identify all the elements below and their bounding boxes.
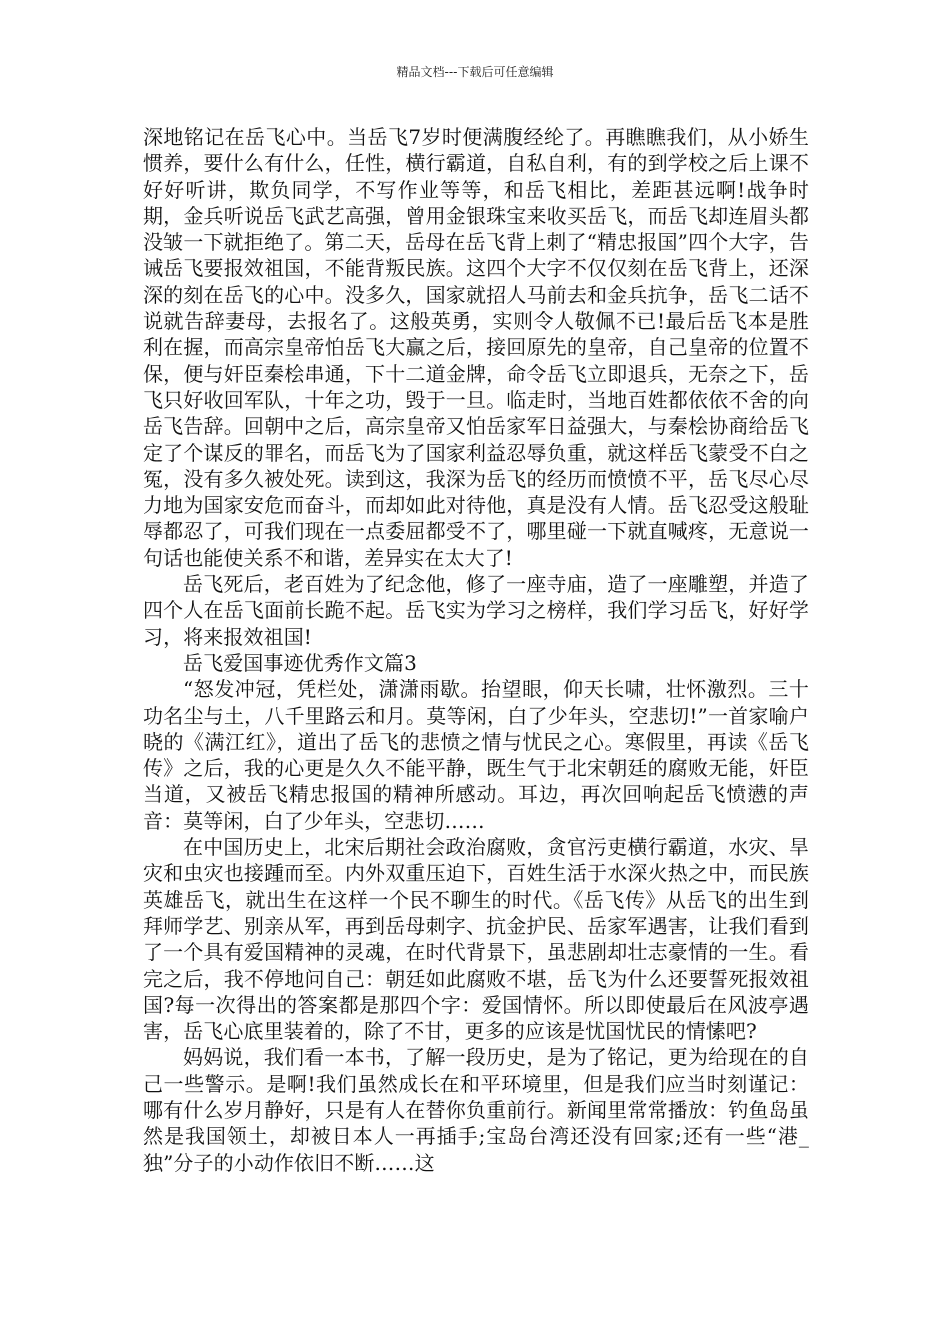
document-body	[143, 124, 809, 1176]
paragraph-3: “怒发冲冠，凭栏处，潇潇雨歇。抬望眼，仰天长啸，壮怀激烈。三十功名尘与土，八千里路云和月。莫等闲，白了少年头，空悲切!”一首家喻户晓的《满江红》，道出了岳飞的悲愤之情与忧民之心。寒假里，再读《岳飞传》之后，我的心更是久久不能平静，既生气于北宋朝廷的腐败无能，奸臣当道，又被岳飞精忠报国的精神所感动。耳边，再次回响起岳飞愤懑的声音：莫等闲，白了少年头，空悲切……	[143, 677, 809, 833]
page-header: 精品文档---下载后可任意编辑	[396, 65, 554, 79]
paragraph-5: 妈妈说，我们看一本书，了解一段历史，是为了铭记，更为给现在的自己一些警示。是啊!我们虽然成长在和平环境里，但是我们应当时刻谨记：哪有什么岁月静好，只是有人在替你负重前行。新闻里常常播放：钓鱼岛虽然是我国领土，却被日本人一再插手;宝岛台湾还没有回家;还有一些“港_独”分子的小动作依旧不断……这	[143, 1045, 809, 1175]
section-heading: 岳飞爱国事迹优秀作文篇3	[183, 650, 417, 675]
paragraph-4: 在中国历史上，北宋后期社会政治腐败，贪官污吏横行霸道，水灾、旱灾和虫灾也接踵而至。内外双重压迫下，百姓生活于水深火热之中，而民族英雄岳飞，就出生在这样一个民不聊生的时代。《岳飞传》从岳飞的出生到拜师学艺、别亲从军，再到岳母刺字、抗金护民、岳家军遇害，让我们看到了一个具有爱国精神的灵魂，在时代背景下，虽悲剧却壮志豪情的一生。看完之后，我不停地问自己：朝廷如此腐败不堪，岳飞为什么还要誓死报效祖国?每一次得出的答案都是那四个字：爱国情怀。所以即使最后在风波亭遇害，岳飞心底里装着的，除了不甘，更多的应该是忧国忧民的情愫吧?	[143, 835, 809, 1044]
paragraph-2: 岳飞死后，老百姓为了纪念他，修了一座寺庙，造了一座雕塑，并造了四个人在岳飞面前长跪不起。岳飞实为学习之榜样，我们学习岳飞，好好学习，将来报效祖国!	[143, 572, 809, 649]
paragraph-1: 深地铭记在岳飞心中。当岳飞7岁时便满腹经纶了。再瞧瞧我们，从小娇生惯养，要什么有什么，任性，横行霸道，自私自利，有的到学校之后上课不好好听讲，欺负同学，不写作业等等，和岳飞相比，差距甚远啊!战争时期，金兵听说岳飞武艺高强，曾用金银珠宝来收买岳飞，而岳飞却连眉头都没皱一下就拒绝了。第二天，岳母在岳飞背上刺了“精忠报国”四个大字，告诫岳飞要报效祖国，不能背叛民族。这四个大字不仅仅刻在岳飞背上，还深深的刻在岳飞的心中。没多久，国家就招人马前去和金兵抗争，岳飞二话不说就告辞妻母，去报名了。这般英勇，实则令人敬佩不已!最后岳飞本是胜利在握，而高宗皇帝怕岳飞大赢之后，接回原先的皇帝，自己皇帝的位置不保，便与奸臣秦桧串通，下十二道金牌，命令岳飞立即退兵，无奈之下，岳飞只好收回军队，十年之功，毁于一旦。临走时，当地百姓都依依不舍的向岳飞告辞。回朝中之后，高宗皇帝又怕岳家军日益强大，与秦桧协商给岳飞定了个谋反的罪名，而岳飞为了国家利益忍辱负重，就这样岳飞蒙受不白之冤，没有多久被处死。读到这，我深为岳飞的经历而愤愤不平，岳飞尽心尽力地为国家安危而奋斗，而却如此对待他，真是没有人情。岳飞忍受这般耻辱都忍了，可我们现在一点委屈都受不了，哪里碰一下就直喊疼，无意说一句话也能使关系不和谐，差异实在太大了!	[143, 125, 809, 570]
